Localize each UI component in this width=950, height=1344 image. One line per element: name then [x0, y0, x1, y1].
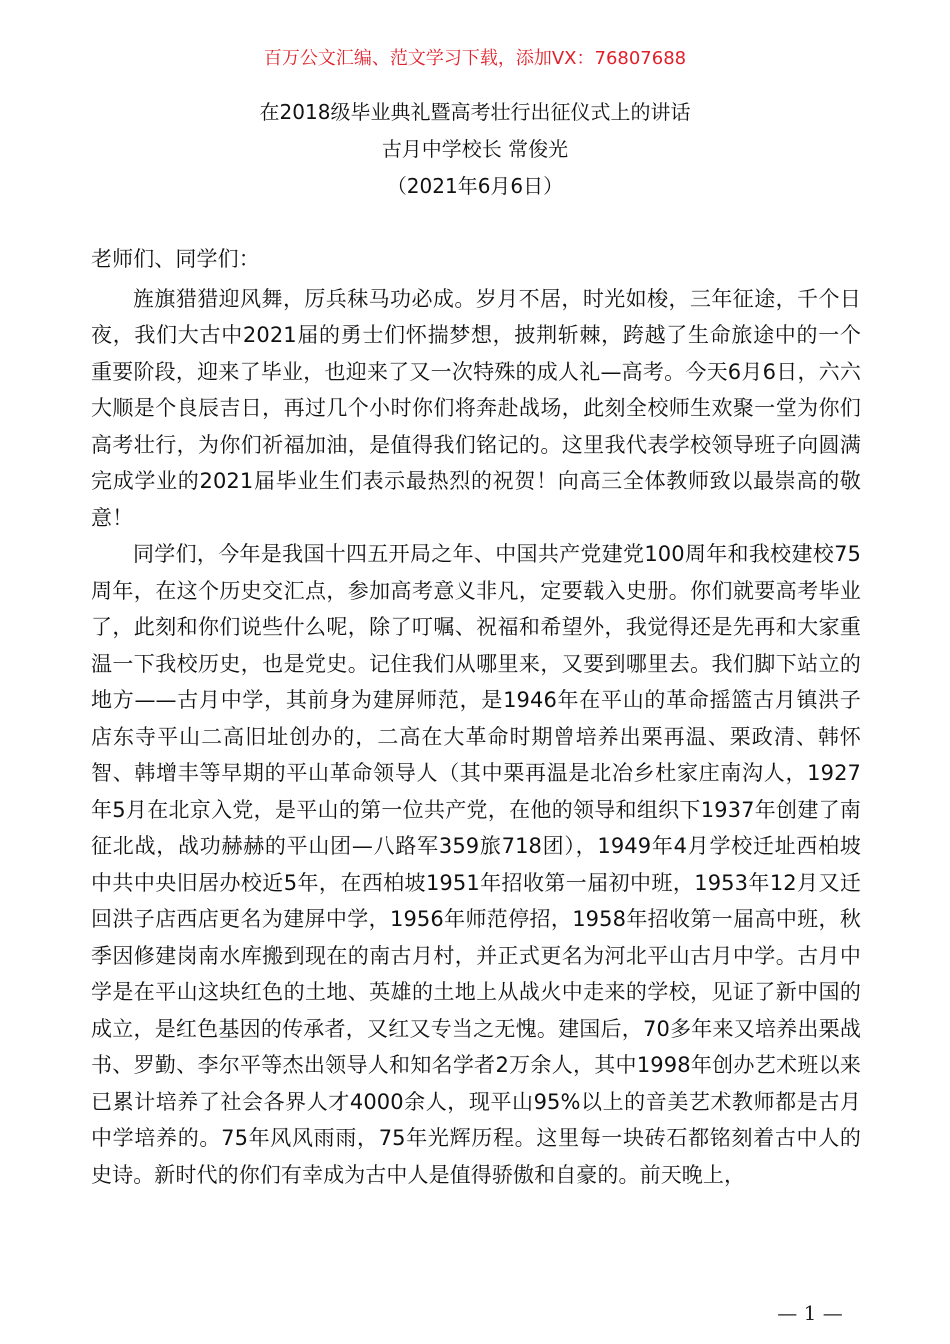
paragraph-1: 旌旗猎猎迎风舞，厉兵秣马功必成。岁月不居，时光如梭，三年征途，千个日夜，我们大古中2021届的勇士们怀揣梦想，披荆斩棘，跨越了生命旅途中的一个重要阶段，迎来了毕业，也迎来了又一次特殊的成人礼—高考。今天6月6日，六六大顺是个良辰吉日，再过几个小时你们将奔赴战场，此刻全校师生欢聚一堂为你们高考壮行，为你们祈福加油，是值得我们铭记的。这里我代表学校领导班子向圆满完成学业的2021届毕业生们表示最热烈的祝贺！向高三全体教师致以最崇高的敬意！ — [91, 286, 861, 530]
speech-author: 古月中学校长 常俊光 — [381, 137, 569, 161]
paragraph-2: 同学们，今年是我国十四五开局之年、中国共产党建党100周年和我校建校75周年，在这个历史交汇点，参加高考意义非凡，定要载入史册。你们就要高考毕业了，此刻和你们说些什么呢，除了叮嘱、祝福和希望外，我觉得还是先再和大家重温一下我校历史，也是党史。记住我们从哪里来，又要到哪里去。我们脚下站立的地方——古月中学，其前身为建屏师范，是1946年在平山的革命摇篮古月镇洪子店东寺平山二高旧址创办的，二高在大革命时期曾培养出栗再温、栗政清、韩怀智、韩增丰等早期的平山革命领导人（其中栗再温是北冶乡杜家庄南沟人，1927年5月在北京入党，是平山的第一位共产党，在他的领导和组织下1937年创建了南征北战，战功赫赫的平山团—八路军359旅718团），1949年4月学校迁址西柏坡中共中央旧居办校近5年，在西柏坡1951年招收第一届初中班，1953年12月又迁回洪子店西店更名为建屏中学，1956年师范停招，1958年招收第一届高中班，秋季因修建岗南水库搬到现在的南古月村，并正式更名为河北平山古月中学。古月中学是在平山这块红色的土地、英雄的土地上从战火中走来的学校，见证了新中国的成立，是红色基因的传承者，又红又专当之无愧。建国后，70多年来又培养出栗战书、罗勤、李尔平等杰出领导人和知名学者2万余人，其中1998年创办艺术班以来已累计培养了社会各界人才4000余人，现平山95%以上的音美艺术教师都是古月中学培养的。75年风风雨雨，75年光辉历程。这里每一块砖石都铭刻着古中人的史诗。新时代的你们有幸成为古中人是值得骄傲和自豪的。前天晚上， — [91, 542, 861, 1187]
speech-title: 在2018级毕业典礼暨高考壮行出征仪式上的讲话 — [259, 100, 691, 124]
title-block — [0, 94, 950, 205]
speech-body — [91, 241, 861, 1193]
speech-date: （2021年6月6日） — [386, 174, 564, 198]
ad-banner: 百万公文汇编、范文学习下载，添加VX：76807688 — [263, 48, 687, 69]
page-number: — 1 — — [777, 1301, 843, 1325]
salutation: 老师们、同学们： — [91, 247, 260, 271]
